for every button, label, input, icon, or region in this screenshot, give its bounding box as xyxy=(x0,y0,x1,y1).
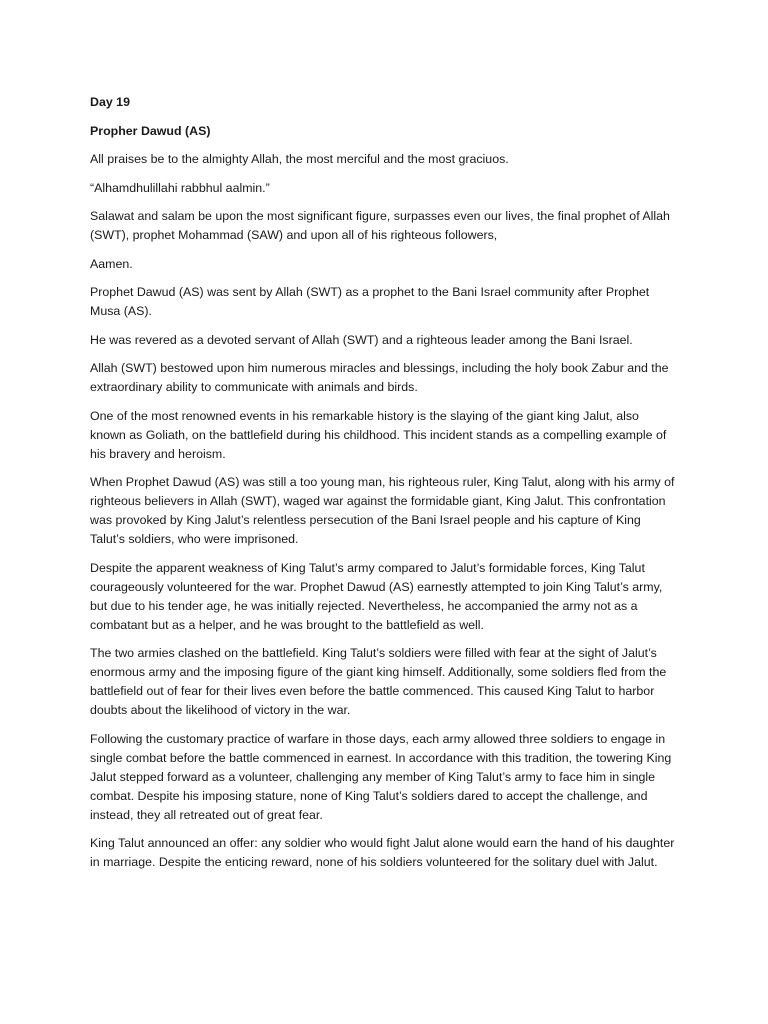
paragraph: Aamen. xyxy=(90,256,133,271)
paragraph: Allah (SWT) bestowed upon him numerous miracles and blessings, including the holy book Zabur and the extraordinary ability to communicate with animals and birds. xyxy=(90,361,669,394)
paragraph: One of the most renowned events in his remarkable history is the slaying of the giant king Jalut, also known as Goliath, on the battlefield during his childhood. This incident stands as a compelling example of his bravery and heroism. xyxy=(90,408,667,461)
paragraph: He was revered as a devoted servant of Allah (SWT) and a righteous leader among the Bani Israel. xyxy=(90,332,633,347)
paragraph: The two armies clashed on the battlefield. King Talut’s soldiers were filled with fear at the sight of Jalut’s enormous army and the imposing figure of the giant king himself. Additionally, some soldiers fled from the battlefield out of fear for their lives even before the battle commenced. This caused King Talut to harbor doubts about the likelihood of victory in the war. xyxy=(90,646,667,717)
paragraph: King Talut announced an offer: any soldier who would fight Jalut alone would earn the hand of his daughter in marriage. Despite the enticing reward, none of his soldiers volunteered for the solitary duel with Jalut. xyxy=(90,836,675,869)
paragraph: Prophet Dawud (AS) was sent by Allah (SWT) as a prophet to the Bani Israel community after Prophet Musa (AS). xyxy=(90,285,650,318)
paragraph: Salawat and salam be upon the most significant figure, surpasses even our lives, the final prophet of Allah (SWT), prophet Mohammad (SAW) and upon all of his righteous followers, xyxy=(90,209,670,242)
document-body xyxy=(90,93,678,882)
paragraph: “Alhamdhulillahi rabbhul aalmin.” xyxy=(90,180,270,195)
document-title: Propher Dawud (AS) xyxy=(90,123,211,138)
paragraph: All praises be to the almighty Allah, the most merciful and the most graciuos. xyxy=(90,152,509,166)
paragraph: Despite the apparent weakness of King Talut’s army compared to Jalut’s formidable forces, King Talut courageously volunteered for the war. Prophet Dawud (AS) earnestly attempted to join King Talut’s army, but due to his tender age, he was initially rejected. Nevertheless, he accompanied the army not as a combatant but as a helper, and he was brought to the battlefield as well. xyxy=(90,560,663,632)
day-heading: Day 19 xyxy=(90,95,130,109)
paragraph: Following the customary practice of warfare in those days, each army allowed three soldiers to engage in single combat before the battle commenced in earnest. In accordance with this tradition, the towering King Jalut stepped forward as a volunteer, challenging any member of King Talut’s army to face him in single combat. Despite his imposing stature, none of King Talut’s soldiers dared to accept the challenge, and instead, they all retreated out of great fear. xyxy=(90,731,672,822)
paragraph: When Prophet Dawud (AS) was still a too young man, his righteous ruler, King Talut, along with his army of righteous believers in Allah (SWT), waged war against the formidable giant, King Jalut. This confrontation was provoked by King Jalut’s relentless persecution of the Bani Israel people and his capture of King Talut’s soldiers, who were imprisoned. xyxy=(90,475,675,546)
